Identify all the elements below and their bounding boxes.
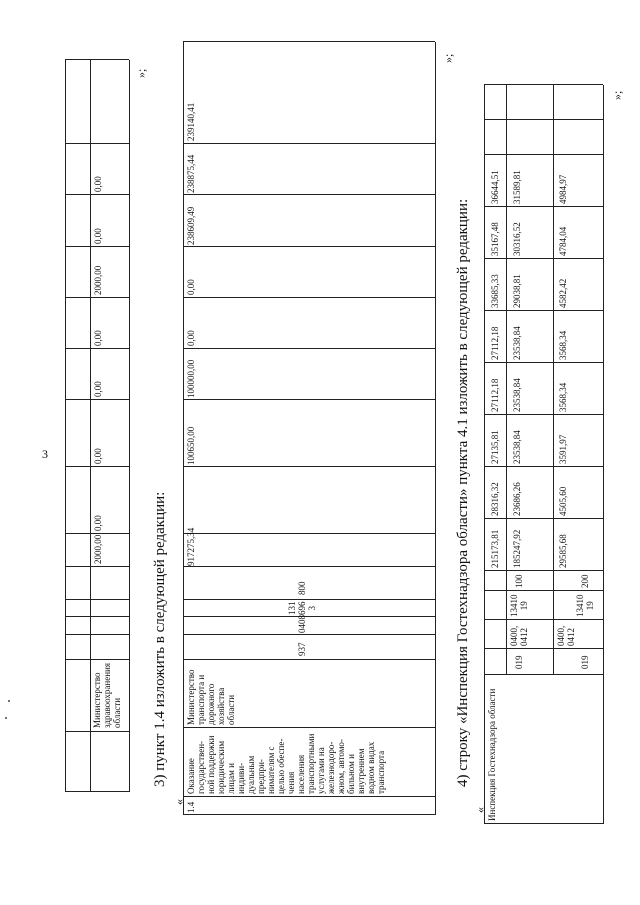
s4-value: 23538,84	[512, 326, 522, 360]
s4-value: 30316,52	[512, 222, 522, 256]
top-table-ministry: Министерство здравоохранения области	[92, 662, 122, 728]
s4-value: 23686,26	[512, 482, 522, 516]
row-year-value: 100000,00	[186, 359, 196, 398]
row-total: 917275,34	[186, 527, 196, 566]
section-3-heading: 3) пункт 1.4 изложить в следующей редакции:	[152, 491, 168, 787]
row-year-value: 0,00	[186, 279, 196, 295]
s4-value: 31589,81	[512, 170, 522, 204]
s4-value: 4984,97	[558, 174, 568, 204]
s4-code-gr: 019	[580, 655, 590, 669]
row-year-value: 238875,44	[186, 154, 196, 193]
s4-value: 4505,60	[558, 486, 568, 516]
code-cs: 131 696 3	[287, 601, 317, 615]
top-value: 0,00	[93, 515, 103, 531]
top-value: 0,00	[93, 176, 103, 192]
row-executor: Министерство транспорта и дорожного хозяйства области	[186, 669, 236, 725]
top-value: 0,00	[93, 228, 103, 244]
row-number: 1.4	[186, 801, 196, 813]
row-description: Оказание государствен- ной поддержки юридическим лицам и индиви- дуальным предпри- нимателям с целью обеспе- чения населения транспортными услугами на железнодоро- жном, автомо- бильном и внутреннем водном видах транспорта	[186, 733, 386, 794]
s4-code-vr: 200	[580, 574, 590, 588]
s4-total: 215173,81	[490, 529, 500, 568]
top-table-closing: »;	[134, 68, 148, 78]
row-year-value: 238609,49	[186, 206, 196, 245]
top-value-total: 2000,00	[93, 534, 103, 564]
s4-value: 36644,51	[490, 170, 500, 204]
s4-code-cs: 13410 19	[575, 594, 595, 617]
s4-total: 185247,92	[512, 529, 522, 568]
s4-value: 23538,84	[512, 378, 522, 412]
s4-code-rz: 0400, 0412	[509, 625, 529, 646]
top-value: 2000,00	[93, 265, 103, 295]
top-value: 0,00	[93, 448, 103, 464]
s4-value: 29038,81	[512, 274, 522, 308]
s4-value: 4784,04	[558, 226, 568, 256]
code-rz: 0408	[297, 615, 307, 633]
section-4-open-quote: «	[473, 807, 487, 813]
section-4-closing: »;	[610, 90, 624, 100]
s4-value: 27112,18	[490, 378, 500, 412]
code-gr: 937	[297, 642, 307, 656]
s4-value: 28316,32	[490, 482, 500, 516]
s4-code-rz: 0400, 0412	[556, 625, 576, 646]
s4-value: 33685,33	[490, 274, 500, 308]
s4-value: 27135,81	[490, 430, 500, 464]
row-year-value: 100650,00	[186, 426, 196, 465]
row-year-value: 0,00	[186, 330, 196, 346]
s4-total: 29585,68	[558, 534, 568, 568]
top-value: 0,00	[93, 381, 103, 397]
s4-value: 4582,42	[558, 278, 568, 308]
s4-value: 23538,84	[512, 430, 522, 464]
s4-code-gr: 019	[514, 655, 524, 669]
s4-code-cs: 13410 19	[509, 594, 529, 617]
s4-value: 3568,34	[558, 330, 568, 360]
row-year-value: 239140,41	[186, 102, 196, 141]
section-3-open-quote: «	[172, 799, 186, 805]
s4-code-vr: 100	[514, 574, 524, 588]
page-number: 3	[42, 447, 48, 461]
code-vr: 800	[297, 581, 307, 595]
s4-value: 3591,97	[558, 434, 568, 464]
section-4-heading: 4) строку «Инспекция Гостехнадзора области» пункта 4.1 изложить в следующей редакции:	[455, 198, 471, 787]
s4-value: 27112,18	[490, 326, 500, 360]
s4-value: 3568,34	[558, 382, 568, 412]
section-3-closing: »;	[441, 53, 455, 63]
section-4-label: Инспекция Гостехнадзора области	[487, 688, 497, 821]
top-value: 0,00	[93, 330, 103, 346]
s4-value: 35167,48	[490, 222, 500, 256]
